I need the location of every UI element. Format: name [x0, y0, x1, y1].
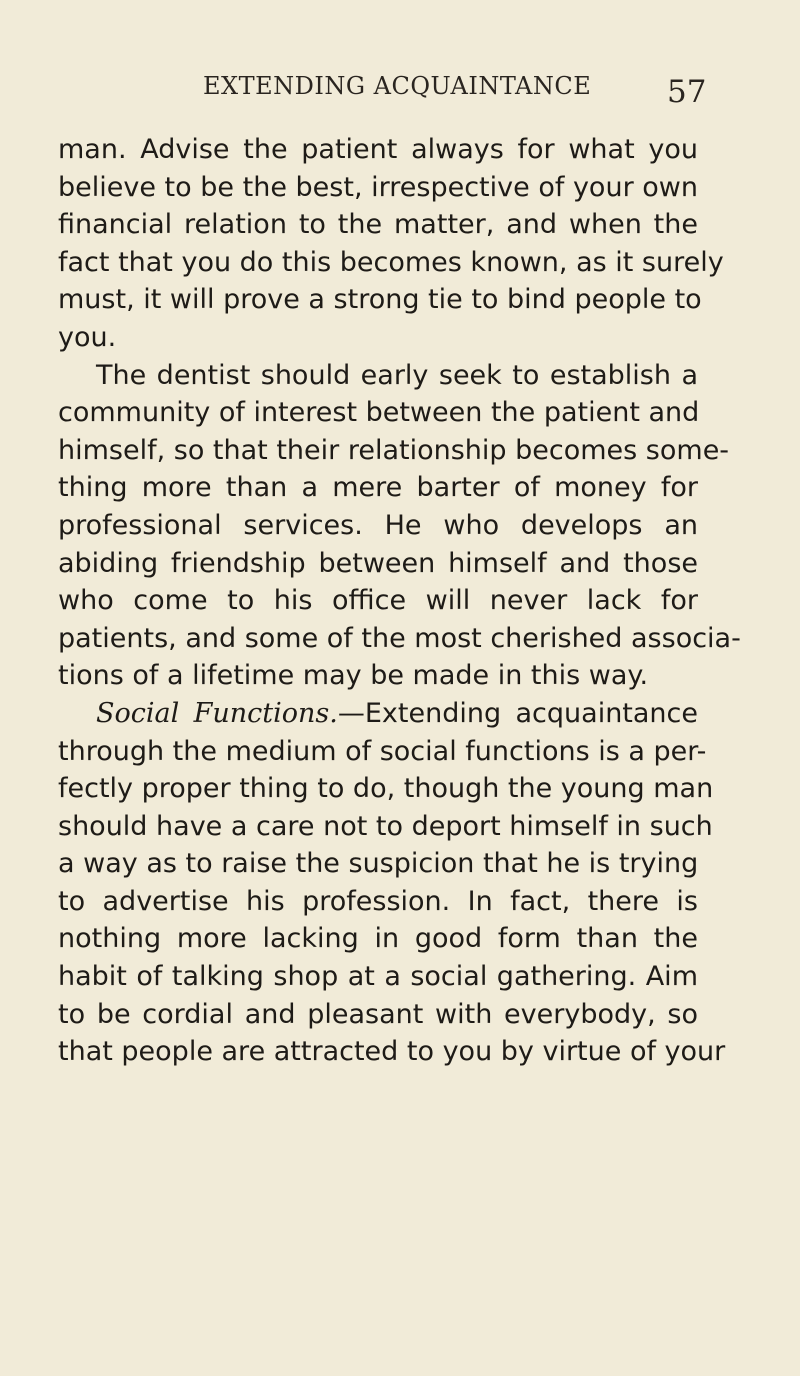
text-line: professional services. He who develops an [58, 509, 698, 541]
heading-continuation: —Extending acquaintance [337, 697, 699, 729]
text-line: must, it will prove a strong tie to bind people to [58, 284, 702, 316]
text-line: himself, so that their relationship becomes some- [58, 434, 730, 466]
text-line: habit of talking shop at a social gathering. Aim [58, 961, 698, 993]
text-line: nothing more lacking in good form than the [58, 923, 698, 955]
running-title: EXTENDING ACQUAINTANCE [203, 72, 592, 100]
paragraph-2 [58, 357, 741, 695]
text-line: tions of a lifetime may be made in this way. [58, 660, 649, 692]
text-line: through the medium of social functions is a per- [58, 735, 707, 767]
text-line: financial relation to the matter, and when the [58, 209, 698, 241]
text-line: abiding friendship between himself and those [58, 547, 698, 579]
paragraph-1 [58, 131, 724, 357]
body-text [58, 131, 741, 1071]
text-line: believe to be the best, irrespective of your own [58, 171, 698, 203]
text-line [58, 695, 698, 733]
text-line: you. [58, 321, 117, 353]
page-number: 57 [667, 74, 707, 110]
text-line: man. Advise the patient always for what you [58, 134, 698, 165]
text-line: community of interest between the patient and [58, 397, 700, 429]
section-heading: Social Functions. [96, 697, 338, 729]
text-line: who come to his office will never lack for [58, 585, 698, 617]
running-head [0, 72, 800, 112]
text-line: should have a care not to deport himself in such [58, 810, 713, 842]
text-line: patients, and some of the most cherished associa- [58, 622, 741, 654]
text-line: a way as to raise the suspicion that he is trying [58, 848, 699, 880]
text-line: that people are attracted to you by virtue of your [58, 1036, 726, 1068]
text-line: fectly proper thing to do, though the young man [58, 773, 714, 805]
text-line: to be cordial and pleasant with everybody, so [58, 998, 698, 1030]
paragraph-3 [58, 695, 726, 1071]
text-line: thing more than a mere barter of money for [58, 472, 698, 504]
text-line: fact that you do this becomes known, as it surely [58, 246, 724, 278]
text-line: The dentist should early seek to establish a [96, 359, 698, 391]
text-line: to advertise his profession. In fact, there is [58, 885, 698, 917]
